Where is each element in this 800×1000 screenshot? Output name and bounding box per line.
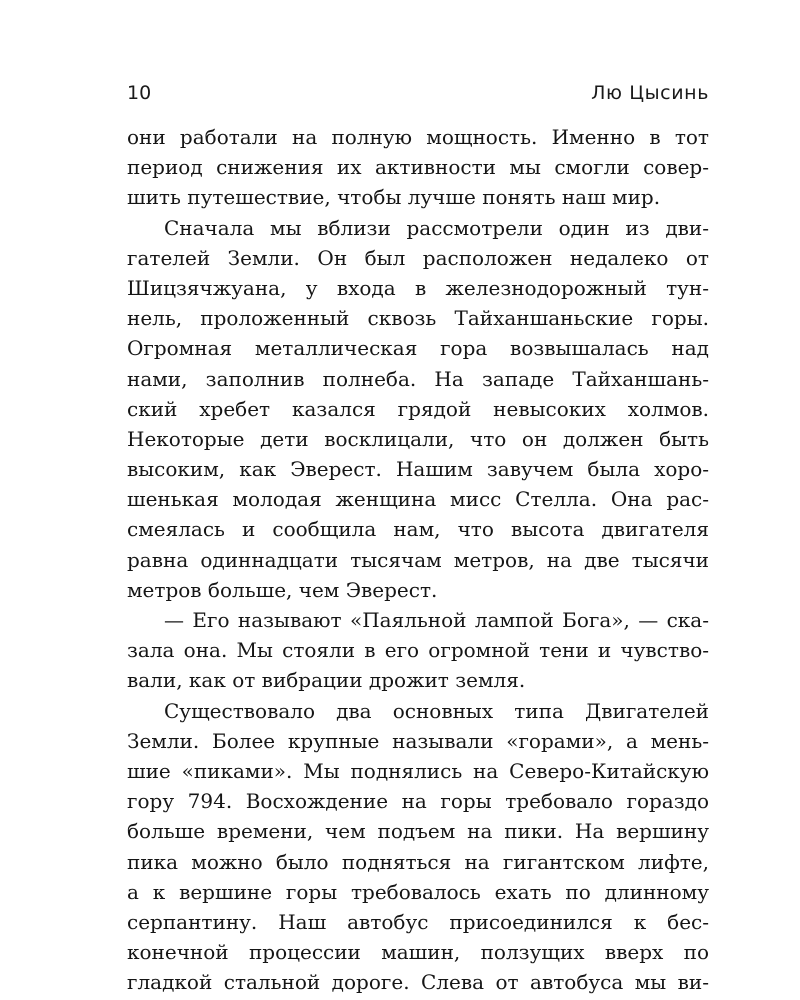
text-line: Некоторые дети восклицали, что он должен быть xyxy=(127,426,709,451)
text-line: гателей Земли. Он был расположен недалеко от xyxy=(127,245,709,270)
text-line: конечной процессии машин, ползущих вверх по xyxy=(127,940,709,965)
text-line: Шицзячжуана, у входа в железнодорожный тун- xyxy=(127,275,709,300)
text-line: они работали на полную мощность. Именно в тот xyxy=(127,125,709,149)
book-author: Лю Цысинь xyxy=(591,82,709,104)
text-line: период снижения их активности мы смогли совер- xyxy=(127,155,709,180)
body-text xyxy=(127,122,709,997)
text-line: больше времени, чем подъем на пики. На вершину xyxy=(127,819,709,844)
text-line: гору 794. Восхождение на горы требовало гораздо xyxy=(127,789,709,814)
text-line: шить путешествие, чтобы лучше понять наш мир. xyxy=(127,185,661,210)
text-line: Земли. Более крупные называли «горами», а мень- xyxy=(127,728,709,753)
text-line: метров больше, чем Эверест. xyxy=(127,577,438,602)
running-head xyxy=(127,82,709,108)
paragraph-first-line: — Его называют «Паяльной лампой Бога», — ска- xyxy=(164,608,709,632)
text-line: высоким, как Эверест. Нашим завучем была хоро- xyxy=(127,457,709,482)
text-line: шие «пиками». Мы поднялись на Северо-Китайскую xyxy=(127,758,709,783)
text-line: вали, как от вибрации дрожит земля. xyxy=(127,668,526,693)
text-line: зала она. Мы стояли в его огромной тени и чувство- xyxy=(127,638,709,663)
paragraph-first-line: Сначала мы вблизи рассмотрели один из дви- xyxy=(164,215,709,240)
text-line: шенькая молодая женщина мисс Стелла. Она рас- xyxy=(127,487,709,512)
text-line: смеялась и сообщила нам, что высота двигателя xyxy=(127,517,709,542)
paragraph-first-line: Существовало два основных типа Двигателей xyxy=(164,698,709,723)
text-line: Огромная металлическая гора возвышалась над xyxy=(127,336,709,361)
text-line: равна одиннадцати тысячам метров, на две тысячи xyxy=(127,547,709,572)
text-line: нель, проложенный сквозь Тайханшаньские горы. xyxy=(127,306,709,331)
text-line: серпантину. Наш автобус присоединился к бес- xyxy=(127,909,709,934)
page-number: 10 xyxy=(127,82,152,104)
text-line: пика можно было подняться на гигантском лифте, xyxy=(127,849,709,874)
text-line: гладкой стальной дороге. Слева от автобуса мы ви- xyxy=(127,970,709,995)
text-line: а к вершине горы требовалось ехать по длинному xyxy=(127,879,709,904)
text-line: ский хребет казался грядой невысоких холмов. xyxy=(127,396,709,421)
text-line: нами, заполнив полнеба. На западе Тайханшань- xyxy=(127,366,709,391)
